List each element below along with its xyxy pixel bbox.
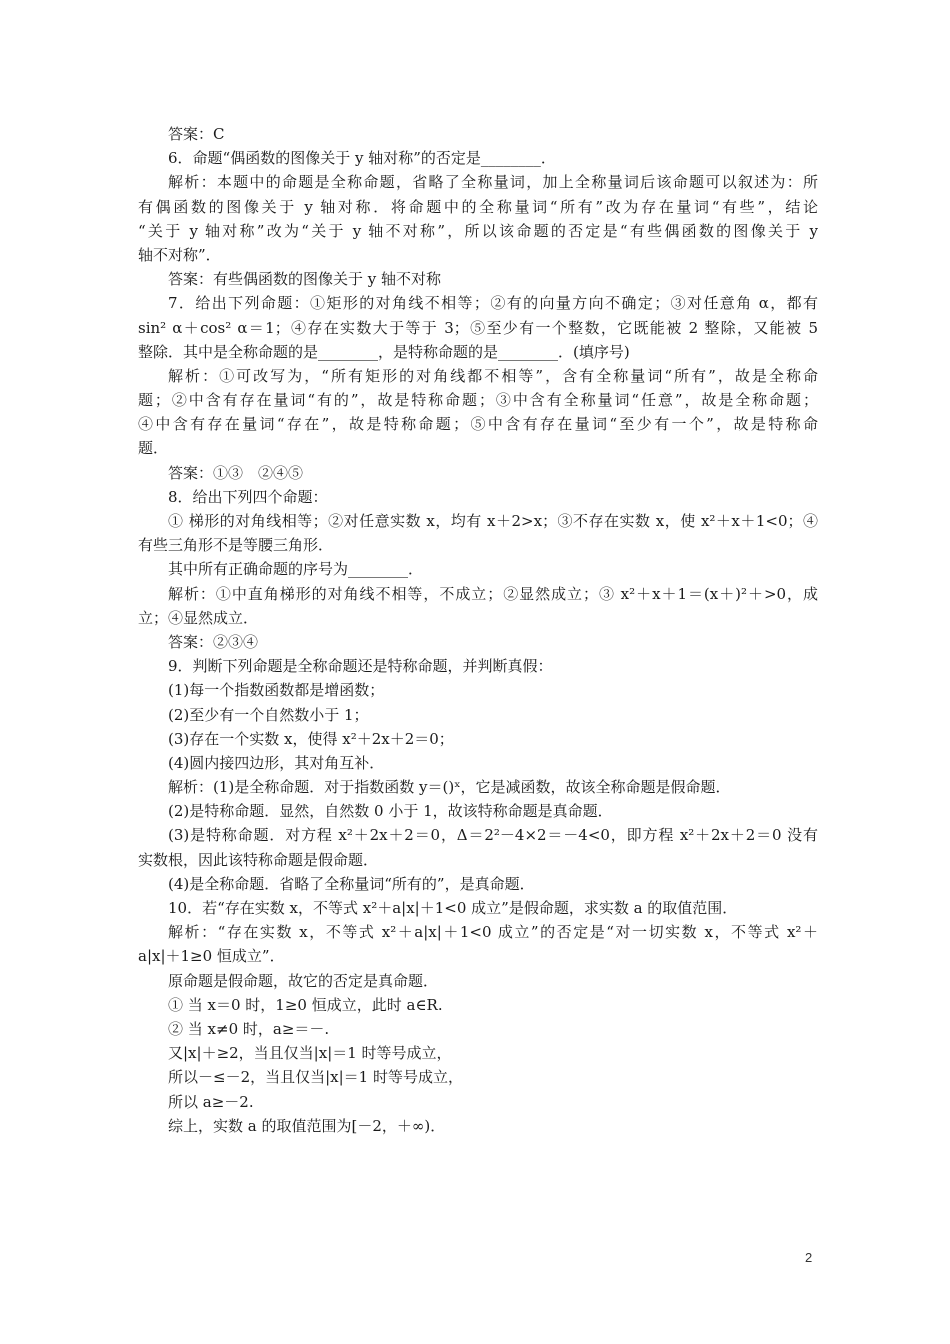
text-line: 9．判断下列命题是全称命题还是特称命题，并判断真假：: [168, 657, 553, 676]
text-line: 10．若“存在实数 x，不等式 x²＋a|x|＋1<0 成立”是假命题，求实数 a 的取值范围．: [168, 899, 738, 917]
text-line: 综上，实数 a 的取值范围为[－2，＋∞)．: [168, 1116, 446, 1135]
text-line: 立；④显然成立．: [138, 608, 259, 627]
text-line: ① 当 x＝0 时，1≥0 恒成立，此时 a∈R.: [168, 995, 443, 1014]
text-line: 原命题是假命题，故它的否定是真命题．: [168, 971, 439, 990]
text-line: 答案：①③ ②④⑤: [168, 463, 304, 482]
text-line: (2)是特称命题．显然，自然数 0 小于 1，故该特称命题是真命题．: [168, 802, 613, 821]
text-line: ② 当 x≠0 时，a≥＝－.: [168, 1019, 330, 1038]
text-line: 有些三角形不是等腰三角形．: [138, 536, 334, 555]
text-line: 题．: [138, 439, 169, 458]
text-line: 有偶函数的图像关于 y 轴对称．将命题中的全称量词“所有”改为存在量词“有些”，结论: [138, 197, 818, 216]
text-line: 6．命题“偶函数的图像关于 y 轴对称”的否定是________．: [168, 149, 556, 168]
text-line: “关于 y 轴对称”改为“关于 y 轴不对称”，所以该命题的否定是“有些偶函数的图像关于 y: [138, 221, 818, 240]
text-line: 7．给出下列命题：①矩形的对角线不相等；②有的向量方向不确定；③对任意角 α，都有: [168, 294, 818, 313]
text-line: 答案：有些偶函数的图像关于 y 轴不对称: [168, 270, 442, 289]
text-line: (3)存在一个实数 x，使得 x²＋2x＋2＝0；: [168, 729, 454, 748]
text-line: 所以 a≥－2.: [168, 1092, 254, 1111]
text-line: ① 梯形的对角线相等；②对任意实数 x，均有 x＋2>x；③不存在实数 x，使 x²＋x＋1<0；④: [168, 512, 818, 530]
text-line: 解析：本题中的命题是全称命题，省略了全称量词，加上全称量词后该命题可以叙述为：所: [168, 173, 818, 192]
text-line: 题；②中含有存在量词“有的”，故是特称命题；③中含有全称量词“任意”，故是全称命题；: [138, 391, 818, 410]
text-line: 所以－≤－2，当且仅当|x|＝1 时等号成立，: [168, 1068, 463, 1087]
page-number: 2: [805, 1250, 813, 1265]
text-line: (4)圆内接四边形，其对角互补．: [168, 753, 385, 772]
document-body: [138, 122, 818, 1138]
text-line: 其中所有正确命题的序号为________．: [168, 560, 424, 579]
text-line: 答案：C: [168, 125, 225, 143]
text-line: 解析：(1)是全称命题．对于指数函数 y＝()ˣ，它是减函数，故该全称命题是假命题．: [168, 778, 731, 797]
text-line: 解析：①中直角梯形的对角线不相等，不成立；②显然成立；③ x²＋x＋1＝(x＋)²＋>0，成: [168, 584, 818, 603]
text-line: 又|x|＋≥2，当且仅当|x|＝1 时等号成立，: [168, 1044, 452, 1063]
text-line: 整除．其中是全称命题的是________，是特称命题的是________．(填序号): [138, 342, 630, 361]
text-line: a|x|＋1≥0 恒成立”．: [138, 947, 285, 966]
text-line: 实数根，因此该特称命题是假命题．: [138, 850, 379, 869]
text-line: (3)是特称命题．对方程 x²＋2x＋2＝0，Δ＝2²－4×2＝－4<0，即方程 x²＋2x＋2＝0 没有: [168, 826, 818, 845]
text-line: 解析：①可改写为，“所有矩形的对角线都不相等”，含有全称量词“所有”，故是全称命: [168, 366, 818, 385]
text-line: (1)每一个指数函数都是增函数；: [168, 681, 385, 700]
text-line: 轴不对称”．: [138, 245, 221, 264]
text-line: ④中含有存在量词“存在”，故是特称命题；⑤中含有存在量词“至少有一个”，故是特称命: [138, 415, 818, 434]
text-line: (2)至少有一个自然数小于 1；: [168, 705, 369, 724]
text-line: sin² α＋cos² α＝1；④存在实数大于等于 3；⑤至少有一个整数，它既能被 2 整除，又能被 5: [138, 318, 818, 337]
text-line: (4)是全称命题．省略了全称量词“所有的”，是真命题．: [168, 874, 535, 893]
text-line: 解析：“存在实数 x，不等式 x²＋a|x|＋1<0 成立”的否定是“对一切实数 x，不等式 x²＋: [168, 923, 818, 942]
text-line: 8．给出下列四个命题：: [168, 487, 328, 506]
text-line: 答案：②③④: [168, 632, 259, 651]
